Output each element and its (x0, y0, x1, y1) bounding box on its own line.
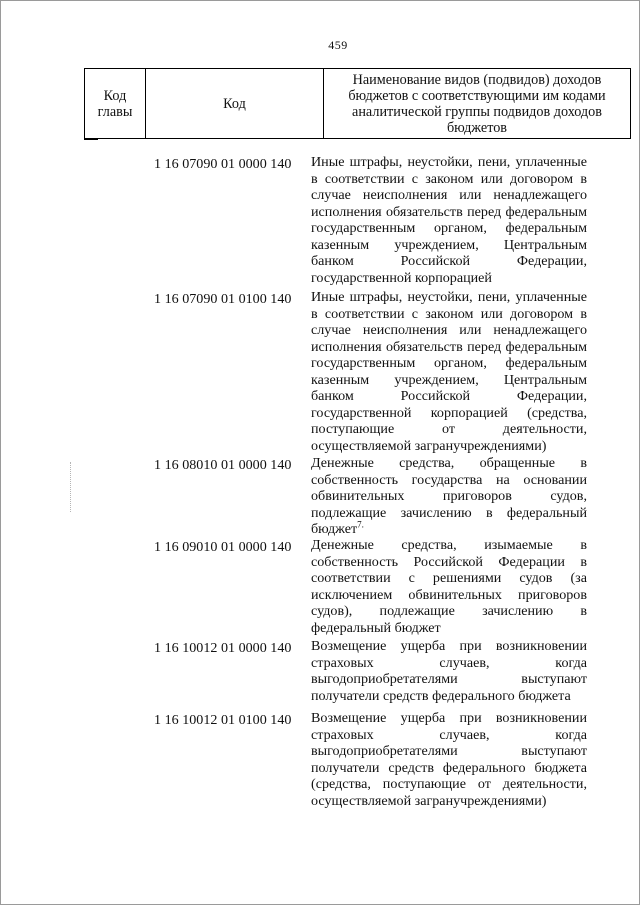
header-name: Наименование видов (подвидов) доходов бюджетов с соответствующими им кодами аналитической группы подвидов доходов бюджетов (324, 69, 631, 139)
header-row (85, 69, 631, 139)
revenue-name: Денежные средства, изымаемые в собственность Российской Федерации в соответствии с решениями судов (за исключением обвинительных приговоров судов), подлежащие зачислению в федеральный бюджет (311, 537, 587, 636)
revenue-name-text: Денежные средства, обращенные в собственность государства на основании обвинительных приговоров судов, подлежащие зачислению в федеральный бюджет (311, 455, 587, 537)
revenue-code: 1 16 07090 01 0000 140 (154, 156, 292, 172)
revenue-name: Иные штрафы, неустойки, пени, уплаченные в соответствии с законом или договором в случае неисполнения или ненадлежащего исполнения обязательств перед федеральным государственным органом, федеральным казенным учреждением, Центральным банком Российской Федерации, государственной корпорацией (средства, поступающие от деятельности, осуществляемой загранучреждениями) (311, 289, 587, 454)
revenue-code: 1 16 09010 01 0000 140 (154, 539, 292, 555)
header-chapter-code: Код главы (85, 69, 146, 139)
revenue-code: 1 16 10012 01 0100 140 (154, 712, 292, 728)
revenue-code: 1 16 10012 01 0000 140 (154, 640, 292, 656)
revenue-name: Иные штрафы, неустойки, пени, уплаченные в соответствии с законом или договором в случае неисполнения или ненадлежащего исполнения обязательств перед федеральным государственным органом, федеральным казенным учреждением, Центральным банком Российской Федерации, государственной корпорацией (311, 154, 587, 286)
header-code: Код (146, 69, 324, 139)
revenue-name: Возмещение ущерба при возникновении страховых случаев, когда выгодоприобретателями выступают получатели средств федерального бюджета (311, 638, 587, 704)
revenue-name: Возмещение ущерба при возникновении страховых случаев, когда выгодоприобретателями выступают получатели средств федерального бюджета (средства, поступающие от деятельности, осуществляемой загранучреждениями) (311, 710, 587, 809)
revenue-code: 1 16 07090 01 0100 140 (154, 291, 292, 307)
header-underline (84, 139, 98, 140)
page-number: 459 (328, 38, 348, 52)
scan-mark (70, 462, 72, 512)
revenue-name (311, 455, 587, 538)
footnote-marker: 7. (357, 519, 364, 530)
revenue-code: 1 16 08010 01 0000 140 (154, 457, 292, 473)
header-table (84, 68, 631, 139)
